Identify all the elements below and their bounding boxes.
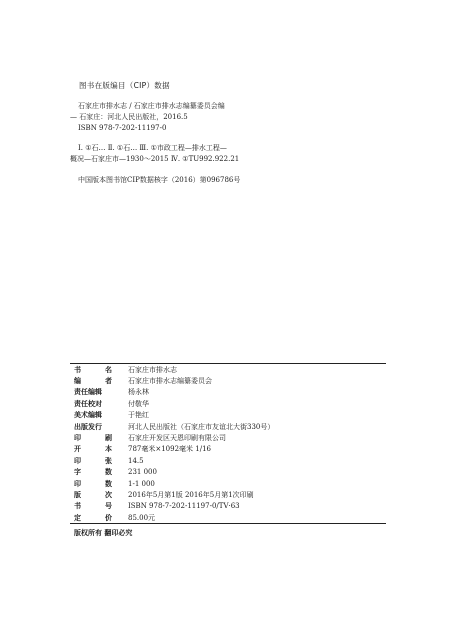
row-label-char: 编	[74, 377, 81, 386]
row-value: 河北人民出版社（石家庄市友谊北大街330号）	[128, 422, 275, 431]
table-row	[70, 364, 386, 375]
table-row	[70, 501, 386, 512]
row-label-char: 刷	[105, 434, 112, 443]
row-label: 出版发行	[74, 422, 102, 431]
row-label-char: 号	[105, 502, 112, 511]
row-label-char: 印	[74, 479, 81, 488]
publication-info-table	[70, 363, 386, 538]
table-row	[70, 455, 386, 466]
row-value: 石家庄市排水志	[128, 365, 177, 374]
row-label	[70, 513, 112, 523]
row-value: 杨永林	[128, 388, 149, 397]
row-label-char: 本	[105, 445, 112, 454]
row-value: 于艳红	[128, 411, 149, 420]
row-value: 14.5	[128, 456, 144, 465]
row-label: 责任编辑	[74, 388, 102, 397]
table-row	[70, 444, 386, 455]
table-row	[70, 375, 386, 386]
row-value: 85.00元	[128, 513, 156, 522]
row-label-char: 名	[105, 365, 112, 374]
row-value: 石家庄市排水志编纂委员会	[128, 377, 212, 386]
row-value: 付敬华	[128, 399, 149, 408]
cip-title-line: 石家庄市排水志 / 石家庄市排水志编纂委员会编	[78, 102, 225, 110]
row-label-char: 定	[74, 513, 81, 522]
cip-approval-number: 中国版本图书馆CIP数据核字（2016）第096786号	[78, 176, 241, 184]
table-row	[70, 410, 386, 421]
row-label	[70, 456, 112, 466]
row-label	[70, 490, 112, 500]
row-value: 2016年5月第1版 2016年5月第1次印刷	[128, 490, 254, 499]
cip-subject-line-1: Ⅰ. ①石… Ⅱ. ①石… Ⅲ. ①市政工程—排水工程—	[78, 144, 227, 152]
row-label	[70, 376, 112, 386]
cip-publisher-line: — 石家庄：河北人民出版社，2016.5	[70, 113, 188, 121]
row-label-char: 张	[105, 456, 112, 465]
row-label	[70, 365, 112, 375]
row-label	[70, 467, 112, 477]
table-row	[70, 432, 386, 443]
row-label: 美术编辑	[74, 411, 102, 420]
cip-subject-line-2: 概况—石家庄市—1930～2015 Ⅳ. ①TU992.922.21	[70, 155, 240, 163]
row-label-char: 数	[105, 468, 112, 477]
table-row	[70, 421, 386, 432]
row-label	[70, 444, 112, 454]
table-row	[70, 398, 386, 409]
row-value: ISBN 978-7-202-11197-0/TV·63	[128, 502, 240, 511]
row-label-char: 数	[105, 479, 112, 488]
row-label-char: 书	[74, 502, 81, 511]
table-row	[70, 387, 386, 398]
row-label-char: 者	[105, 377, 112, 386]
row-label-char: 价	[105, 513, 112, 522]
table-row	[70, 489, 386, 500]
table-row	[70, 478, 386, 489]
row-label	[70, 479, 112, 489]
row-label-char: 开	[74, 445, 81, 454]
row-label-char: 书	[74, 365, 81, 374]
row-label	[70, 433, 112, 443]
row-value: 787毫米×1092毫米 1/16	[128, 445, 211, 454]
row-value: 1-1 000	[128, 479, 155, 488]
row-label-char: 印	[74, 456, 81, 465]
table-row	[70, 512, 386, 523]
copyright-notice: 版权所有 翻印必究	[74, 529, 133, 538]
table-row	[70, 467, 386, 478]
cip-record	[70, 101, 390, 186]
row-label-char: 字	[74, 468, 81, 477]
table-bottom-rule	[70, 523, 386, 524]
row-label	[70, 501, 112, 511]
row-label-char: 印	[74, 434, 81, 443]
row-value: 石家庄开发区天恩印刷有限公司	[128, 434, 226, 443]
cip-heading: 图书在版编目（CIP）数据	[79, 81, 170, 90]
row-label-char: 版	[74, 490, 81, 499]
row-value: 231 000	[128, 468, 157, 477]
row-label-char: 次	[105, 490, 112, 499]
cip-isbn-line: ISBN 978-7-202-11197-0	[78, 124, 167, 132]
row-label: 责任校对	[74, 399, 102, 408]
